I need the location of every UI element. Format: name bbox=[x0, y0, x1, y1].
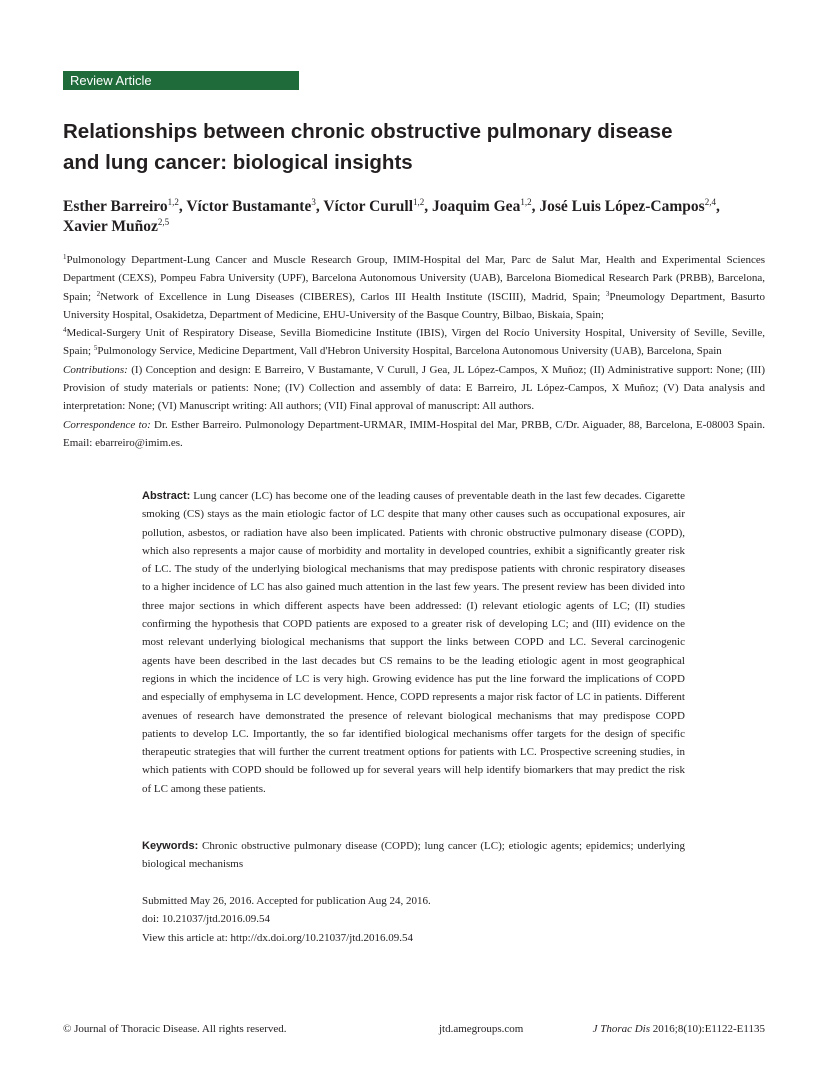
contributions-text: (I) Conception and design: E Barreiro, V Bustamante, V Curull, J Gea, JL López-Campos, X Muñoz; (II) Administrative support: None; (III) Provision of study materials or patients: None; (IV) Collection and assembly of data: E Barreiro, JL López-Campos, X Muñoz; (V) Data analysis and interpretation: None; (VI) Manuscript writing: All authors; (VII) Final approval of manuscript: All authors. bbox=[63, 363, 765, 413]
author-name: José Luis López-Campos bbox=[539, 198, 705, 215]
contributions bbox=[63, 361, 765, 416]
affiliation-number: 2 bbox=[96, 289, 101, 298]
correspondence bbox=[63, 416, 765, 453]
author-name: Víctor Bustamante bbox=[186, 198, 312, 215]
author-name: Esther Barreiro bbox=[63, 198, 168, 215]
affiliation-text: Pneumology Department, Basurto University Hospital, Osakidetza, Department of Medicine, EHU-University of the Basque Country, Bilbao, Biskaia, Spain; bbox=[63, 290, 765, 321]
article-title bbox=[63, 116, 763, 178]
doi: doi: 10.21037/jtd.2016.09.54 bbox=[142, 913, 271, 926]
author-affiliation-ref: 2,4 bbox=[704, 197, 716, 207]
publication-info bbox=[142, 892, 685, 947]
author-list: Esther Barreiro$^{1,2}$, Víctor Bustamante$^3$, Víctor Curull$^{1,2}$, Joaquim Gea$^{1,2}$, José Luis López-Campos$^{2,4}$, Xavier Muñoz$^{2,5}$ bbox=[63, 197, 720, 235]
affiliations bbox=[63, 251, 765, 361]
citation-text: 2016;8(10):E1122-E1135 bbox=[650, 1023, 765, 1035]
page-footer bbox=[63, 1021, 765, 1037]
submission-dates: Submitted May 26, 2016. Accepted for publication Aug 24, 2016. bbox=[142, 895, 431, 907]
affiliation-number: 4 bbox=[63, 326, 67, 335]
affiliation-text: Pulmonology Service, Medicine Department, Vall d'Hebron University Hospital, Barcelona Autonomous University (UAB), Barcelona, Spain bbox=[97, 345, 722, 358]
author-affiliation-ref: 3 bbox=[311, 197, 316, 207]
affiliation-text: Pulmonology Department-Lung Cancer and Muscle Research Group, IMIM-Hospital del Mar, Parc de Salut Mar, Health and Experimental Sciences Department (CEXS), Pompeu Fabra University (UPF), Barcelona Autonomous University (UAB), Barcelona Biomedical Research Park (PRBB), Barcelona, Spain; bbox=[63, 254, 765, 303]
affiliations-block bbox=[63, 251, 765, 452]
affiliation-number: 5 bbox=[93, 344, 98, 353]
journal-abbrev: J Thorac Dis bbox=[592, 1023, 651, 1035]
article-link[interactable]: View this article at: http://dx.doi.org/10.21037/jtd.2016.09.54 bbox=[142, 931, 414, 944]
author-name: Víctor Curull bbox=[323, 198, 414, 215]
title-line: and lung cancer: biological insights bbox=[63, 151, 413, 174]
keywords bbox=[142, 837, 685, 874]
abstract-text: Lung cancer (LC) has become one of the leading causes of preventable death in the last few decades. Cigarette smoking (CS) stays as the main etiologic factor of LC despite that many other causes such as occupational exposures, air pollution, asbestos, or radiation have also been implicated. Patients with chronic obstructive pulmonary disease (COPD), which also represents a major cause of morbidity and mortality in developed countries, exhibit a significantly greater risk of LC. The study of the underlying biological mechanisms that may predispose patients with chronic respiratory diseases to a higher incidence of LC has also gained much attention in the last few years. The present review has been divided into three major sections in which different aspects have been addressed: (I) relevant etiologic agents of LC; (II) studies confirming the hypothesis that COPD patients are exposed to a greater risk of developing LC; and (III) evidence on the most relevant underlying biological mechanisms that support the links between COPD and LC. Several carcinogenic agents have been described in the last decades but CS remains to be the leading etiologic agent in most geographical regions in which the incidence of LC is very high. Growing evidence has put the line forward the implications of COPD and especially of emphysema in LC development. Hence, COPD represents a major risk factor of LC in patients. Different avenues of research have demonstrated the presence of relevant biological mechanisms that may predispose COPD patients to develop LC. Importantly, the so far identified biological mechanisms offer targets for the design of specific therapeutic strategies that will further the current treatment options for patients with LC. Prospective screening studies, in which patients with COPD should be followed up for several years will help identify biomarkers that may predict the risk of LC among these patients. bbox=[142, 490, 685, 795]
affiliation-text: Medical-Surgery Unit of Respiratory Disease, Sevilla Biomedicine Institute (IBIS), Virgen del Rocío University Hospital, University of Seville, Seville, Spain; bbox=[63, 327, 765, 358]
author-name: Xavier Muñoz bbox=[63, 218, 158, 235]
affiliation-text: Network of Excellence in Lung Diseases (CIBERES), Carlos III Health Institute (ISCIII), Madrid, Spain; bbox=[100, 290, 606, 303]
abstract bbox=[142, 487, 685, 798]
author-affiliation-ref: 1,2 bbox=[413, 197, 425, 207]
correspondence-text: Dr. Esther Barreiro. Pulmonology Department-URMAR, IMIM-Hospital del Mar, PRBB, C/Dr. Aiguader, 88, Barcelona, E-08003 Spain. Email: ebarreiro@imim.es. bbox=[63, 418, 765, 449]
author-affiliation-ref: 1,2 bbox=[167, 197, 179, 207]
contributions-label: Contributions: bbox=[63, 363, 128, 376]
footer-citation bbox=[593, 1021, 765, 1037]
abstract-label: Abstract: bbox=[142, 490, 191, 502]
footer-site-link[interactable]: jtd.amegroups.com bbox=[439, 1023, 524, 1035]
keywords-label: Keywords: bbox=[142, 840, 199, 852]
keywords-text: Chronic obstructive pulmonary disease (COPD); lung cancer (LC); etiologic agents; epidemics; underlying biological mechanisms bbox=[142, 840, 685, 871]
correspondence-label: Correspondence to: bbox=[63, 418, 151, 431]
author-name: Joaquim Gea bbox=[432, 198, 521, 215]
article-type-banner: Review Article bbox=[63, 71, 299, 90]
affiliation-number: 3 bbox=[605, 289, 610, 298]
footer-copyright: © Journal of Thoracic Disease. All rights reserved. bbox=[63, 1023, 287, 1035]
author-affiliation-ref: 2,5 bbox=[157, 217, 170, 227]
title-line: Relationships between chronic obstructive pulmonary disease bbox=[63, 120, 673, 143]
author-affiliation-ref: 1,2 bbox=[520, 197, 532, 207]
affiliation-number: 1 bbox=[63, 253, 67, 261]
